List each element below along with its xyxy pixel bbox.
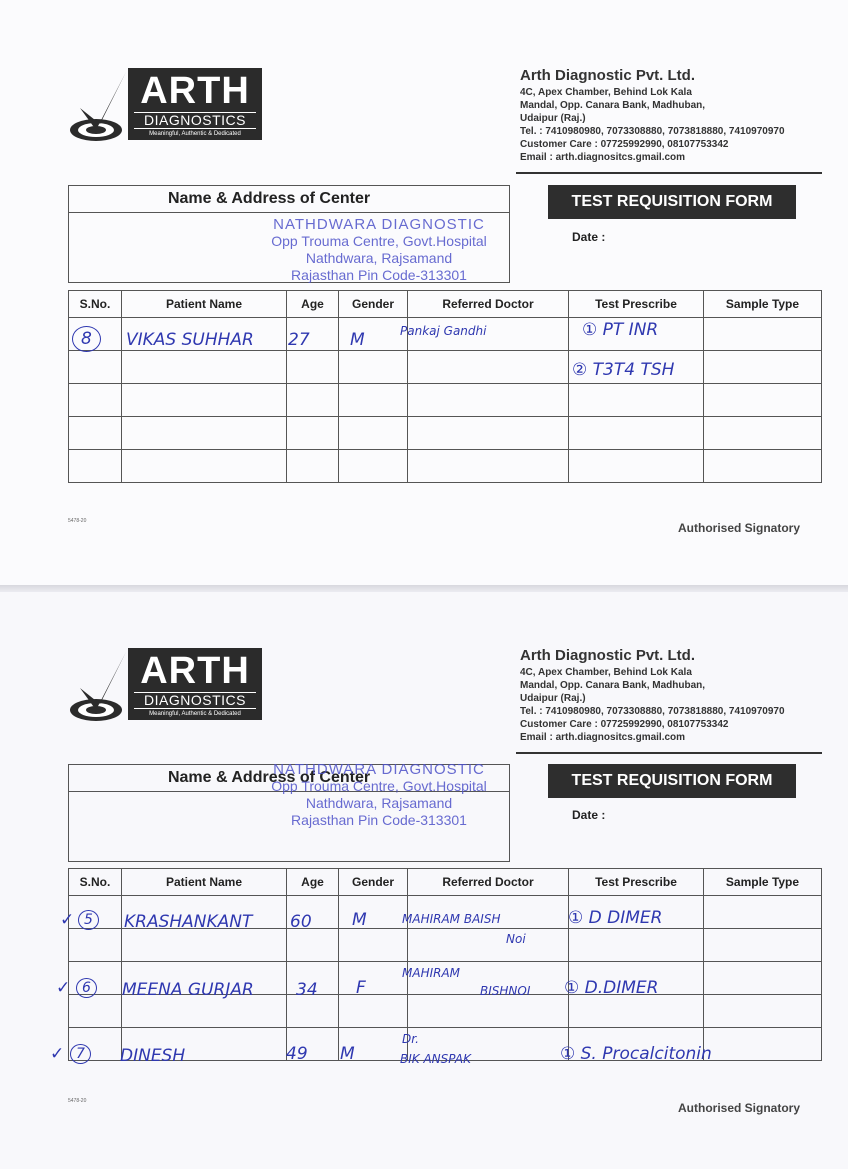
target-check-icon (66, 68, 136, 148)
center-stamp (249, 761, 509, 829)
col-sno: S.No. (69, 291, 122, 318)
stamp-line-4: Rajasthan Pin Code-313301 (291, 267, 467, 283)
col-referred-doctor: Referred Doctor (408, 869, 569, 896)
col-sample-type: Sample Type (704, 291, 822, 318)
telephone: Tel. : 7410980980, 7073308880, 7073818880, 7410970970 (520, 706, 785, 717)
requisition-form-bottom (0, 592, 848, 1169)
check-mark: ✓ (60, 910, 75, 930)
stamp-line-4: Rajasthan Pin Code-313301 (291, 812, 467, 828)
logo-arth-text: ARTH (140, 650, 250, 692)
date-label: Date : (572, 808, 606, 822)
entry-sno: 6 (76, 978, 97, 998)
entry-doctor-line2: Noi (506, 932, 526, 946)
arth-logo (66, 68, 266, 148)
entry-doctor: Dr. (402, 1032, 419, 1046)
col-test-prescribe: Test Prescribe (569, 291, 704, 318)
table-header-row (69, 291, 822, 318)
patient-table (68, 868, 822, 1061)
header-rule (516, 172, 822, 174)
entry-test-1: ① D.DIMER (564, 978, 659, 998)
check-mark: ✓ (50, 1044, 65, 1064)
company-info (520, 66, 830, 164)
authorised-signatory: Authorised Signatory (678, 521, 801, 535)
col-patient-name: Patient Name (122, 869, 287, 896)
entry-test-1: ① PT INR (582, 320, 659, 340)
entry-test-1: ① D DIMER (568, 908, 663, 928)
entry-doctor-line2: BISHNOI (480, 984, 531, 998)
arth-logo (66, 648, 266, 728)
entry-sno: 7 (70, 1044, 91, 1064)
stamp-line-3: Nathdwara, Rajsamand (305, 250, 453, 266)
date-label: Date : (572, 230, 606, 244)
entry-age: 34 (296, 980, 318, 1000)
patient-table (68, 290, 822, 483)
customer-care: Customer Care : 07725992990, 08107753342 (520, 719, 729, 730)
entry-test-1: ① S. Procalcitonin (560, 1044, 712, 1064)
target-check-icon (66, 648, 136, 728)
col-test-prescribe: Test Prescribe (569, 869, 704, 896)
form-title: TEST REQUISITION FORM (548, 185, 796, 219)
entry-age: 27 (288, 330, 310, 350)
entry-doctor: MAHIRAM BAISH (402, 912, 501, 926)
address-line-1: 4C, Apex Chamber, Behind Lok Kala (520, 667, 692, 678)
logo-diagnostics-text: DIAGNOSTICS (134, 112, 256, 129)
table-row (69, 384, 822, 417)
entry-sno: 5 (78, 910, 99, 930)
entry-gender: M (352, 910, 367, 930)
center-stamp (249, 216, 509, 284)
stamp-line-3: Nathdwara, Rajsamand (305, 795, 453, 811)
col-gender: Gender (339, 291, 408, 318)
email: Email : arth.diagnositcs.gmail.com (520, 732, 686, 743)
address-line-1: 4C, Apex Chamber, Behind Lok Kala (520, 87, 692, 98)
form-code: 5478-20 (68, 518, 87, 524)
col-gender: Gender (339, 869, 408, 896)
address-line-3: Udaipur (Raj.) (520, 693, 586, 704)
stamp-line-1: NATHDWARA DIAGNOSTIC (273, 216, 485, 233)
entry-sno: 8 (72, 326, 101, 352)
entry-patient-name: MEENA GURJAR (122, 980, 254, 1000)
address-line-2: Mandal, Opp. Canara Bank, Madhuban, (520, 100, 706, 111)
entry-age: 60 (290, 912, 312, 932)
center-header: Name & Address of Center (69, 186, 509, 213)
logo-tagline: Meaningful, Authentic & Dedicated (149, 711, 241, 717)
table-header-row (69, 869, 822, 896)
page-divider (0, 585, 848, 592)
table-row (69, 417, 822, 450)
entry-doctor: Pankaj Gandhi (400, 324, 487, 338)
entry-gender: M (340, 1044, 355, 1064)
col-age: Age (287, 869, 339, 896)
entry-test-2: ② T3T4 TSH (572, 360, 675, 380)
form-title: TEST REQUISITION FORM (548, 764, 796, 798)
logo-tagline: Meaningful, Authentic & Dedicated (149, 131, 241, 137)
address-line-2: Mandal, Opp. Canara Bank, Madhuban, (520, 680, 706, 691)
col-age: Age (287, 291, 339, 318)
customer-care: Customer Care : 07725992990, 08107753342 (520, 139, 729, 150)
entry-patient-name: DINESH (120, 1046, 186, 1066)
form-code: 5478-20 (68, 1098, 87, 1104)
company-info (520, 646, 830, 744)
stamp-line-2: Opp Trouma Centre, Govt.Hospital (271, 778, 487, 794)
authorised-signatory: Authorised Signatory (678, 1101, 801, 1115)
entry-patient-name: KRASHANKANT (124, 912, 253, 932)
address-line-3: Udaipur (Raj.) (520, 113, 586, 124)
logo-arth-text: ARTH (140, 70, 250, 112)
entry-age: 49 (286, 1044, 308, 1064)
table-row (69, 450, 822, 483)
entry-gender: F (356, 978, 366, 998)
table-row (69, 929, 822, 962)
stamp-line-2: Opp Trouma Centre, Govt.Hospital (271, 233, 487, 249)
center-address-box (68, 761, 510, 862)
col-sample-type: Sample Type (704, 869, 822, 896)
col-sno: S.No. (69, 869, 122, 896)
entry-doctor: MAHIRAM (402, 966, 461, 980)
entry-gender: M (350, 330, 365, 350)
stamp-line-1: NATHDWARA DIAGNOSTIC (273, 761, 485, 778)
logo-diagnostics-text: DIAGNOSTICS (134, 692, 256, 709)
check-mark: ✓ (56, 978, 71, 998)
center-header: Name & Address of Center (69, 765, 509, 792)
company-name: Arth Diagnostic Pvt. Ltd. (520, 67, 696, 84)
col-referred-doctor: Referred Doctor (408, 291, 569, 318)
col-patient-name: Patient Name (122, 291, 287, 318)
entry-doctor-line2: BIK ANSPAK (400, 1052, 471, 1066)
telephone: Tel. : 7410980980, 7073308880, 7073818880, 7410970970 (520, 126, 785, 137)
center-address-box (68, 185, 510, 283)
table-row (69, 351, 822, 384)
header-rule (516, 752, 822, 754)
company-name: Arth Diagnostic Pvt. Ltd. (520, 647, 696, 664)
email: Email : arth.diagnositcs.gmail.com (520, 152, 686, 163)
entry-patient-name: VIKAS SUHHAR (126, 330, 254, 350)
